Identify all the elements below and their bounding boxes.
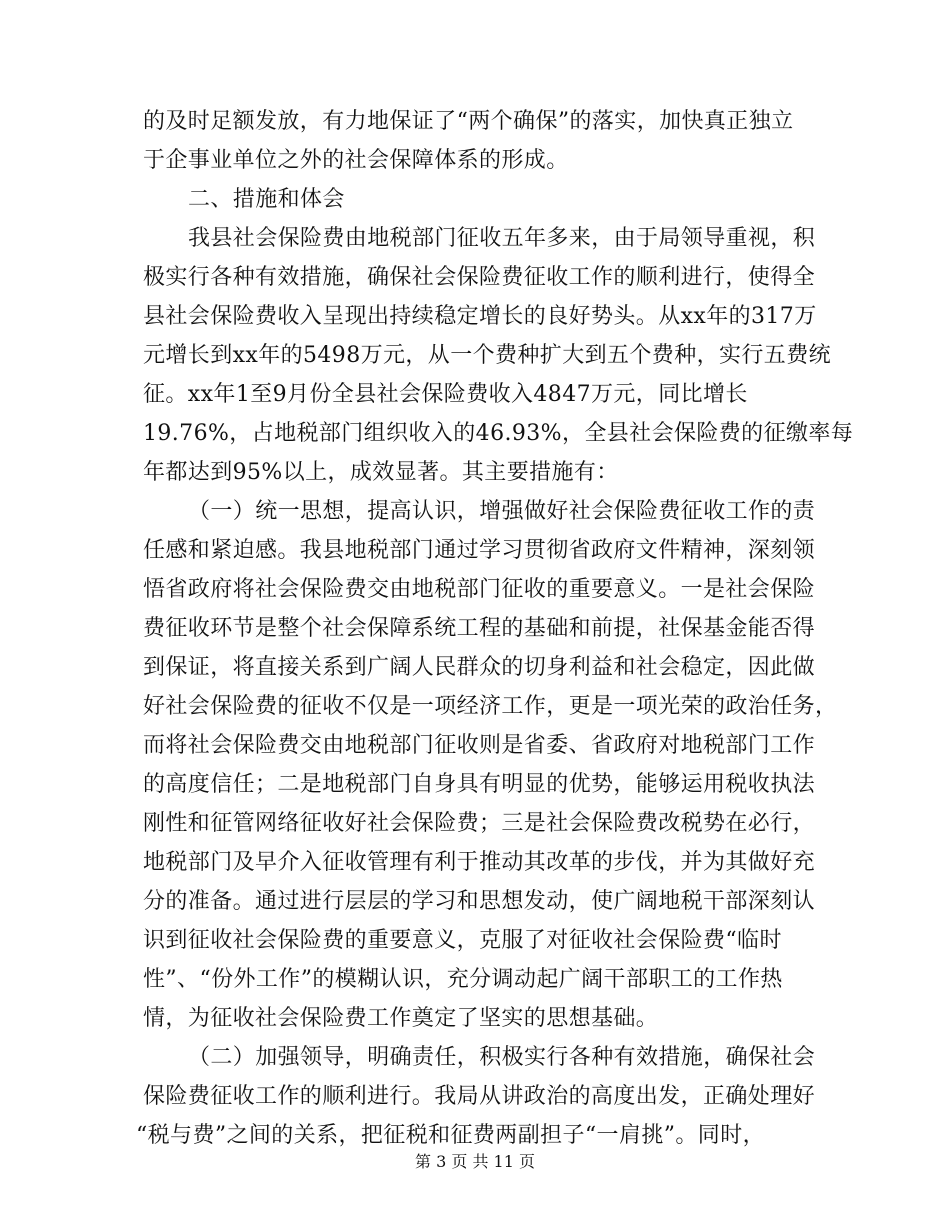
text-line: 保险费征收工作的顺利进行。我局从讲政治的高度出发，正确处理好 (143, 1084, 816, 1109)
text-line: 地税部门及早介入征收管理有利于推动其改革的步伐，并为其做好充 (143, 850, 816, 875)
text-line: 而将社会保险费交由地税部门征收则是省委、省政府对地税部门工作 (143, 733, 816, 758)
text-line: 我县社会保险费由地税部门征收五年多来，由于局领导重视，积 (188, 226, 816, 251)
text-line: “税与费”之间的关系，把征税和征费两副担子“一肩挑”。同时， (136, 1123, 765, 1148)
text-line: 极实行各种有效措施，确保社会保险费征收工作的顺利进行，使得全 (143, 265, 816, 290)
text-line: 刚性和征管网络征收好社会保险费；三是社会保险费改税势在必行， (143, 811, 816, 836)
text-line: 的及时足额发放，有力地保证了“两个确保”的落实，加快真正独立 (143, 109, 794, 134)
text-line: 的高度信任；二是地税部门自身具有明显的优势，能够运用税收执法 (143, 772, 816, 797)
text-line: 到保证，将直接关系到广阔人民群众的切身利益和社会稳定，因此做 (143, 655, 816, 680)
text-line: 性”、“份外工作”的模糊认识，充分调动起广阔干部职工的工作热 (143, 967, 783, 992)
text-line: 元增长到xx年的5498万元，从一个费种扩大到五个费种，实行五费统 (143, 343, 832, 368)
subsection-heading: （一）统一思想，提高认识，增强做好社会保险费征收工作的责 (188, 499, 816, 524)
text-line: 19.76%，占地税部门组织收入的46.93%，全县社会保险费的征缴率每 (143, 421, 854, 446)
text-line: 分的准备。通过进行层层的学习和思想发动，使广阔地税干部深刻认 (143, 889, 816, 914)
text-line: 悟省政府将社会保险费交由地税部门征收的重要意义。一是社会保险 (143, 577, 816, 602)
text-line: 年都达到95%以上，成效显著。其主要措施有： (143, 460, 619, 485)
text-line: 好社会保险费的征收不仅是一项经济工作，更是一项光荣的政治任务， (143, 694, 838, 719)
text-line: 识到征收社会保险费的重要意义，克服了对征收社会保险费“临时 (143, 928, 782, 953)
text-line: 情，为征收社会保险费工作奠定了坚实的思想基础。 (143, 1006, 659, 1031)
section-heading: 二、措施和体会 (188, 187, 345, 212)
text-line: 县社会保险费收入呈现出持续稳定增长的良好势头。从xx年的317万 (143, 304, 817, 329)
subsection-heading: （二）加强领导，明确责任，积极实行各种有效措施，确保社会 (188, 1045, 816, 1070)
text-line: 征。xx年1至9月份全县社会保险费收入4847万元，同比增长 (143, 382, 748, 407)
text-line: 任感和紧迫感。我县地税部门通过学习贯彻省政府文件精神，深刻领 (143, 538, 816, 563)
page-number-footer: 第 3 页 共 11 页 (415, 1152, 535, 1171)
text-line: 于企事业单位之外的社会保障体系的形成。 (143, 148, 569, 173)
text-line: 费征收环节是整个社会保障系统工程的基础和前提，社保基金能否得 (143, 616, 816, 641)
